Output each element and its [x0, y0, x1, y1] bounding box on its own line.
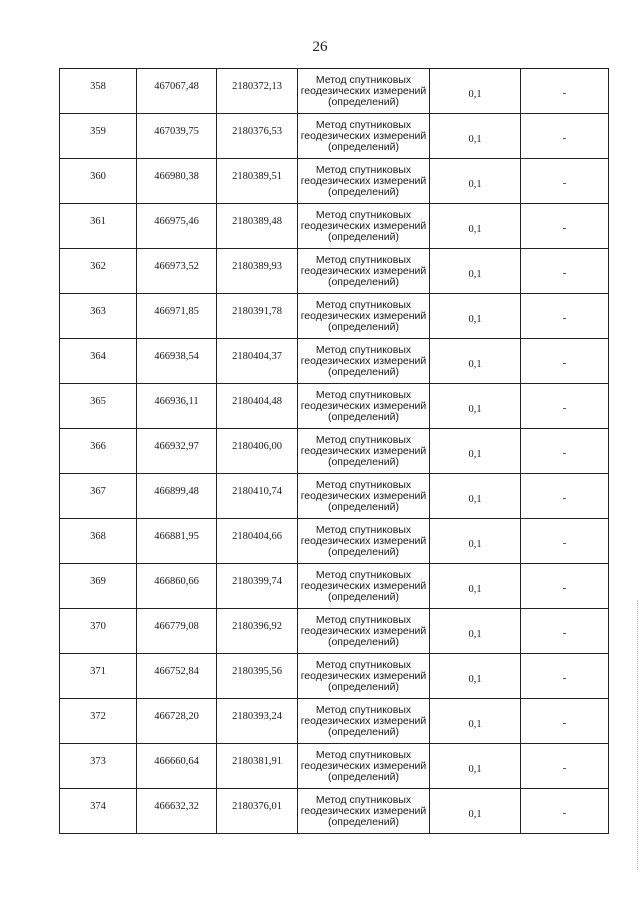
x-coordinate-cell: 466975,46 — [137, 204, 217, 249]
method-line: (определений) — [327, 365, 400, 378]
accuracy-cell: 0,1 — [430, 609, 521, 654]
method-line: геодезических измерений — [300, 174, 427, 187]
point-number-cell: 364 — [60, 339, 137, 384]
x-coordinate-cell: 466728,20 — [137, 699, 217, 744]
scan-margin-mark — [635, 600, 638, 870]
x-coordinate-cell: 466752,84 — [137, 654, 217, 699]
method-line: геодезических измерений — [300, 264, 427, 277]
accuracy-cell: 0,1 — [430, 429, 521, 474]
point-number-cell: 358 — [60, 69, 137, 114]
method-line: Метод спутниковых — [315, 703, 412, 716]
method-cell — [298, 744, 430, 789]
description-cell: - — [521, 384, 609, 429]
method-line: геодезических измерений — [300, 624, 427, 637]
method-line: (определений) — [327, 410, 400, 423]
y-coordinate-cell: 2180389,93 — [217, 249, 298, 294]
point-number-cell: 363 — [60, 294, 137, 339]
accuracy-cell: 0,1 — [430, 519, 521, 564]
method-cell — [298, 294, 430, 339]
method-line: геодезических измерений — [300, 669, 427, 682]
point-number-cell: 371 — [60, 654, 137, 699]
method-cell — [298, 789, 430, 834]
accuracy-cell: 0,1 — [430, 564, 521, 609]
method-line: геодезических измерений — [300, 714, 427, 727]
method-cell — [298, 384, 430, 429]
table-row — [60, 294, 609, 339]
y-coordinate-cell: 2180372,13 — [217, 69, 298, 114]
method-line: геодезических измерений — [300, 444, 427, 457]
table-row — [60, 429, 609, 474]
accuracy-cell: 0,1 — [430, 249, 521, 294]
method-line: (определений) — [327, 635, 400, 648]
description-cell: - — [521, 519, 609, 564]
method-cell — [298, 204, 430, 249]
description-cell: - — [521, 114, 609, 159]
accuracy-cell: 0,1 — [430, 384, 521, 429]
method-cell — [298, 699, 430, 744]
y-coordinate-cell: 2180404,48 — [217, 384, 298, 429]
point-number-cell: 360 — [60, 159, 137, 204]
method-cell — [298, 564, 430, 609]
description-cell: - — [521, 789, 609, 834]
x-coordinate-cell: 466899,48 — [137, 474, 217, 519]
description-cell: - — [521, 564, 609, 609]
table-row — [60, 699, 609, 744]
y-coordinate-cell: 2180376,01 — [217, 789, 298, 834]
method-cell — [298, 474, 430, 519]
description-cell: - — [521, 699, 609, 744]
method-line: (определений) — [327, 770, 400, 783]
table-row — [60, 789, 609, 834]
coordinates-table — [59, 68, 609, 834]
table-row — [60, 249, 609, 294]
accuracy-cell: 0,1 — [430, 159, 521, 204]
y-coordinate-cell: 2180406,00 — [217, 429, 298, 474]
x-coordinate-cell: 466971,85 — [137, 294, 217, 339]
accuracy-cell: 0,1 — [430, 654, 521, 699]
table-row — [60, 744, 609, 789]
y-coordinate-cell: 2180391,78 — [217, 294, 298, 339]
method-line: геодезических измерений — [300, 129, 427, 142]
method-cell — [298, 654, 430, 699]
table-row — [60, 204, 609, 249]
table-row — [60, 609, 609, 654]
table-row — [60, 564, 609, 609]
method-line: (определений) — [327, 230, 400, 243]
method-line: (определений) — [327, 140, 400, 153]
method-line: геодезических измерений — [300, 579, 427, 592]
y-coordinate-cell: 2180381,91 — [217, 744, 298, 789]
method-line: Метод спутниковых — [315, 118, 412, 131]
y-coordinate-cell: 2180399,74 — [217, 564, 298, 609]
method-cell — [298, 429, 430, 474]
method-line: (определений) — [327, 725, 400, 738]
method-line: Метод спутниковых — [315, 613, 412, 626]
x-coordinate-cell: 467067,48 — [137, 69, 217, 114]
method-line: Метод спутниковых — [315, 343, 412, 356]
point-number-cell: 369 — [60, 564, 137, 609]
x-coordinate-cell: 466660,64 — [137, 744, 217, 789]
method-line: Метод спутниковых — [315, 73, 412, 86]
x-coordinate-cell: 466980,38 — [137, 159, 217, 204]
accuracy-cell: 0,1 — [430, 69, 521, 114]
y-coordinate-cell: 2180389,48 — [217, 204, 298, 249]
table-row — [60, 384, 609, 429]
accuracy-cell: 0,1 — [430, 204, 521, 249]
method-line: Метод спутниковых — [315, 568, 412, 581]
method-line: (определений) — [327, 590, 400, 603]
method-cell — [298, 249, 430, 294]
point-number-cell: 368 — [60, 519, 137, 564]
method-line: Метод спутниковых — [315, 208, 412, 221]
description-cell: - — [521, 294, 609, 339]
method-line: Метод спутниковых — [315, 388, 412, 401]
point-number-cell: 359 — [60, 114, 137, 159]
y-coordinate-cell: 2180393,24 — [217, 699, 298, 744]
method-line: геодезических измерений — [300, 804, 427, 817]
method-cell — [298, 69, 430, 114]
point-number-cell: 365 — [60, 384, 137, 429]
table-row — [60, 519, 609, 564]
y-coordinate-cell: 2180395,56 — [217, 654, 298, 699]
method-line: Метод спутниковых — [315, 253, 412, 266]
method-line: Метод спутниковых — [315, 748, 412, 761]
description-cell: - — [521, 609, 609, 654]
method-line: геодезических измерений — [300, 489, 427, 502]
description-cell: - — [521, 429, 609, 474]
method-line: геодезических измерений — [300, 759, 427, 772]
method-cell — [298, 114, 430, 159]
method-line: Метод спутниковых — [315, 298, 412, 311]
x-coordinate-cell: 466936,11 — [137, 384, 217, 429]
method-cell — [298, 159, 430, 204]
accuracy-cell: 0,1 — [430, 294, 521, 339]
y-coordinate-cell: 2180396,92 — [217, 609, 298, 654]
point-number-cell: 372 — [60, 699, 137, 744]
method-line: геодезических измерений — [300, 399, 427, 412]
table-body — [60, 69, 609, 834]
method-line: (определений) — [327, 320, 400, 333]
accuracy-cell: 0,1 — [430, 339, 521, 384]
table-row — [60, 69, 609, 114]
method-cell — [298, 339, 430, 384]
method-line: геодезических измерений — [300, 534, 427, 547]
accuracy-cell: 0,1 — [430, 744, 521, 789]
method-line: (определений) — [327, 275, 400, 288]
method-line: (определений) — [327, 455, 400, 468]
table-row — [60, 654, 609, 699]
description-cell: - — [521, 204, 609, 249]
point-number-cell: 374 — [60, 789, 137, 834]
method-cell — [298, 609, 430, 654]
point-number-cell: 366 — [60, 429, 137, 474]
y-coordinate-cell: 2180404,66 — [217, 519, 298, 564]
x-coordinate-cell: 467039,75 — [137, 114, 217, 159]
method-line: геодезических измерений — [300, 219, 427, 232]
method-line: (определений) — [327, 815, 400, 828]
x-coordinate-cell: 466938,54 — [137, 339, 217, 384]
method-line: (определений) — [327, 185, 400, 198]
method-line: Метод спутниковых — [315, 523, 412, 536]
method-line: (определений) — [327, 545, 400, 558]
x-coordinate-cell: 466860,66 — [137, 564, 217, 609]
point-number-cell: 367 — [60, 474, 137, 519]
description-cell: - — [521, 159, 609, 204]
x-coordinate-cell: 466632,32 — [137, 789, 217, 834]
method-line: Метод спутниковых — [315, 658, 412, 671]
table-row — [60, 339, 609, 384]
table-row — [60, 474, 609, 519]
method-line: (определений) — [327, 500, 400, 513]
description-cell: - — [521, 654, 609, 699]
page-number: 26 — [312, 39, 328, 55]
accuracy-cell: 0,1 — [430, 789, 521, 834]
description-cell: - — [521, 69, 609, 114]
method-line: (определений) — [327, 95, 400, 108]
x-coordinate-cell: 466932,97 — [137, 429, 217, 474]
method-line: Метод спутниковых — [315, 433, 412, 446]
x-coordinate-cell: 466973,52 — [137, 249, 217, 294]
y-coordinate-cell: 2180410,74 — [217, 474, 298, 519]
method-cell — [298, 519, 430, 564]
method-line: Метод спутниковых — [315, 163, 412, 176]
method-line: геодезических измерений — [300, 84, 427, 97]
point-number-cell: 370 — [60, 609, 137, 654]
description-cell: - — [521, 249, 609, 294]
method-line: Метод спутниковых — [315, 478, 412, 491]
method-line: (определений) — [327, 680, 400, 693]
accuracy-cell: 0,1 — [430, 699, 521, 744]
table-row — [60, 159, 609, 204]
description-cell: - — [521, 474, 609, 519]
y-coordinate-cell: 2180389,51 — [217, 159, 298, 204]
method-line: геодезических измерений — [300, 354, 427, 367]
description-cell: - — [521, 339, 609, 384]
x-coordinate-cell: 466779,08 — [137, 609, 217, 654]
point-number-cell: 373 — [60, 744, 137, 789]
point-number-cell: 361 — [60, 204, 137, 249]
method-line: геодезических измерений — [300, 309, 427, 322]
point-number-cell: 362 — [60, 249, 137, 294]
y-coordinate-cell: 2180404,37 — [217, 339, 298, 384]
accuracy-cell: 0,1 — [430, 114, 521, 159]
x-coordinate-cell: 466881,95 — [137, 519, 217, 564]
method-line: Метод спутниковых — [315, 793, 412, 806]
table-row — [60, 114, 609, 159]
accuracy-cell: 0,1 — [430, 474, 521, 519]
y-coordinate-cell: 2180376,53 — [217, 114, 298, 159]
description-cell: - — [521, 744, 609, 789]
